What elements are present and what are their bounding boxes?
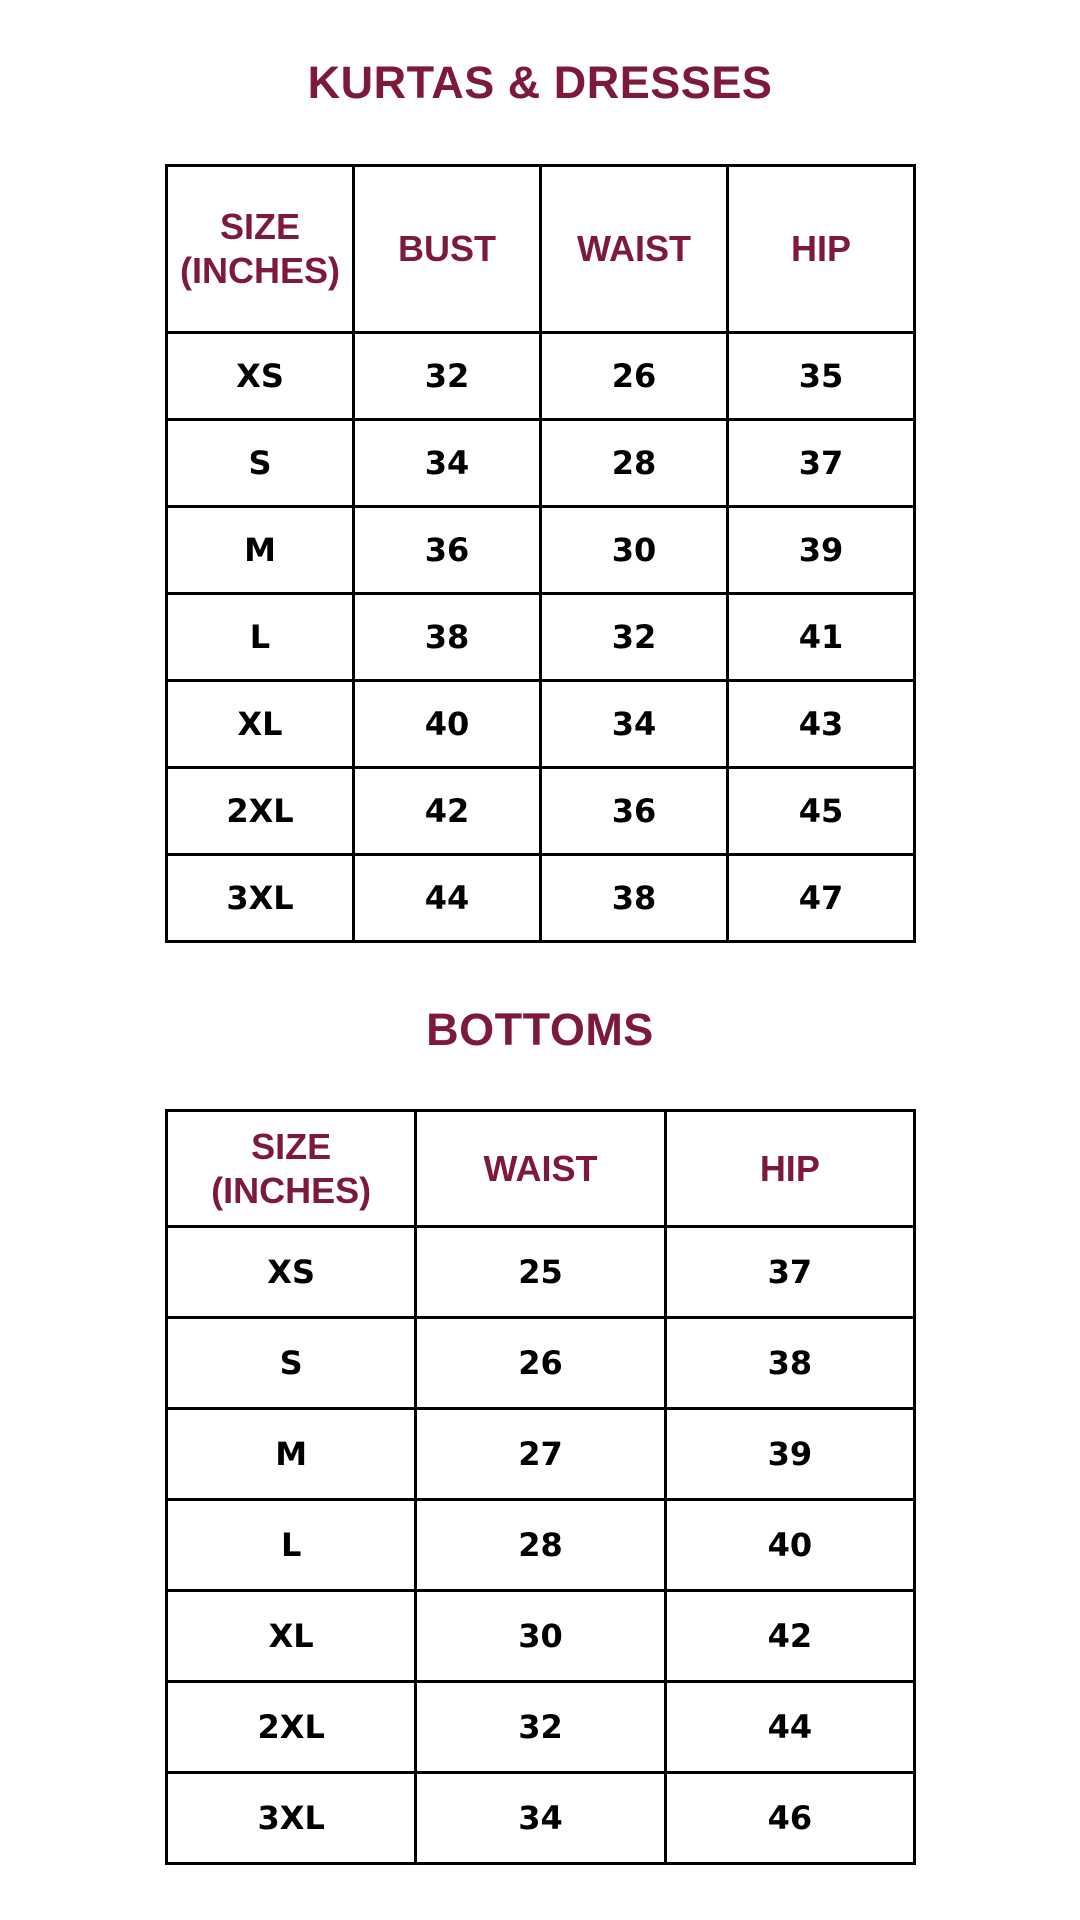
waist-cell: 34 (541, 681, 728, 768)
size-header-line1: SIZE (251, 1125, 332, 1167)
waist-cell: 28 (541, 420, 728, 507)
bust-cell: 32 (354, 333, 541, 420)
hip-column-header: HIP (665, 1111, 914, 1227)
table-row (167, 420, 915, 507)
bust-column-header: BUST (354, 166, 541, 333)
table-row (167, 333, 915, 420)
size-column-header (167, 166, 354, 333)
hip-cell: 37 (728, 420, 915, 507)
waist-cell: 34 (416, 1773, 665, 1864)
size-header-line2: (INCHES) (180, 250, 340, 291)
size-cell: L (167, 1500, 416, 1591)
hip-cell: 38 (665, 1318, 914, 1409)
table-row (167, 1318, 915, 1409)
table-row (167, 1773, 915, 1864)
hip-cell: 43 (728, 681, 915, 768)
hip-cell: 47 (728, 855, 915, 942)
size-cell: M (167, 1409, 416, 1500)
hip-cell: 46 (665, 1773, 914, 1864)
waist-cell: 38 (541, 855, 728, 942)
waist-cell: 36 (541, 768, 728, 855)
waist-column-header: WAIST (541, 166, 728, 333)
size-cell: XS (167, 1227, 416, 1318)
hip-cell: 42 (665, 1591, 914, 1682)
size-cell: XS (167, 333, 354, 420)
size-cell: M (167, 507, 354, 594)
table-row (167, 1591, 915, 1682)
kurtas-section-title: KURTAS & DRESSES (307, 57, 773, 108)
hip-cell: 40 (665, 1500, 914, 1591)
table-row (167, 594, 915, 681)
table-row (167, 507, 915, 594)
table-header-row (167, 1111, 915, 1227)
table-row (167, 1409, 915, 1500)
hip-cell: 41 (728, 594, 915, 681)
size-header-line1: SIZE (219, 206, 300, 248)
table-row (167, 768, 915, 855)
size-cell: XL (167, 681, 354, 768)
waist-cell: 28 (416, 1500, 665, 1591)
waist-cell: 32 (541, 594, 728, 681)
table-row (167, 1500, 915, 1591)
waist-cell: 30 (416, 1591, 665, 1682)
waist-cell: 32 (416, 1682, 665, 1773)
size-header-line2: (INCHES) (211, 1169, 372, 1211)
hip-cell: 35 (728, 333, 915, 420)
table-row (167, 1682, 915, 1773)
hip-cell: 45 (728, 768, 915, 855)
bust-cell: 42 (354, 768, 541, 855)
size-cell: 3XL (167, 1773, 416, 1864)
waist-cell: 30 (541, 507, 728, 594)
size-cell: S (167, 1318, 416, 1409)
size-cell: 2XL (167, 1682, 416, 1773)
size-cell: 3XL (167, 855, 354, 942)
table-row (167, 1227, 915, 1318)
waist-column-header: WAIST (416, 1111, 665, 1227)
hip-cell: 37 (665, 1227, 914, 1318)
size-cell: XL (167, 1591, 416, 1682)
bust-cell: 38 (354, 594, 541, 681)
kurtas-size-table (165, 164, 916, 943)
table-row (167, 855, 915, 942)
hip-cell: 39 (728, 507, 915, 594)
bust-cell: 36 (354, 507, 541, 594)
table-row (167, 681, 915, 768)
waist-cell: 26 (541, 333, 728, 420)
waist-cell: 25 (416, 1227, 665, 1318)
waist-cell: 26 (416, 1318, 665, 1409)
size-column-header (167, 1111, 416, 1227)
bottoms-size-table (165, 1109, 916, 1865)
size-cell: L (167, 594, 354, 681)
hip-column-header: HIP (728, 166, 915, 333)
bust-cell: 44 (354, 855, 541, 942)
table-header-row (167, 166, 915, 333)
size-cell: S (167, 420, 354, 507)
bust-cell: 40 (354, 681, 541, 768)
bust-cell: 34 (354, 420, 541, 507)
waist-cell: 27 (416, 1409, 665, 1500)
hip-cell: 39 (665, 1409, 914, 1500)
hip-cell: 44 (665, 1682, 914, 1773)
bottoms-section-title: BOTTOMS (426, 1004, 654, 1055)
size-cell: 2XL (167, 768, 354, 855)
